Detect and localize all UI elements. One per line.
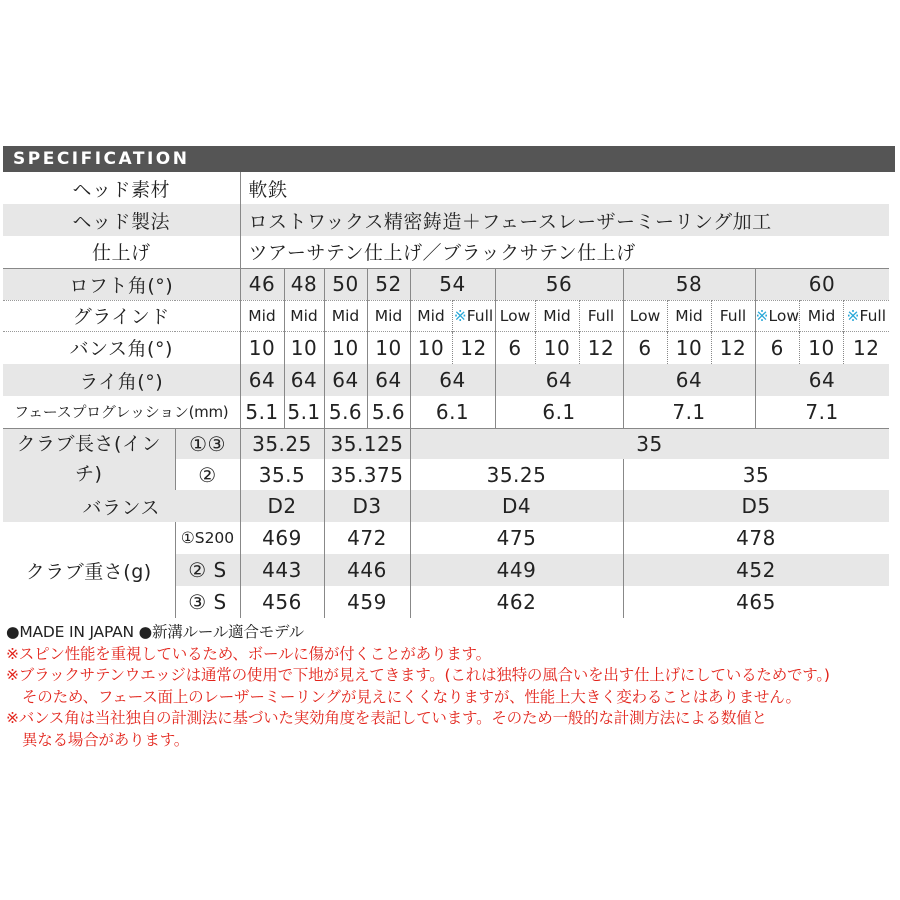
lie-value: 64 xyxy=(324,364,367,396)
weight-value: 443 xyxy=(240,554,324,586)
progression-value: 5.6 xyxy=(367,396,410,428)
weight-value: 449 xyxy=(410,554,623,586)
length-value: 35.5 xyxy=(240,459,324,490)
grind-cell: Low xyxy=(495,300,535,331)
bounce-value: 6 xyxy=(495,331,535,364)
finish-value: ツアーサテン仕上げ／ブラックサテン仕上げ xyxy=(240,236,889,268)
finish-label: 仕上げ xyxy=(3,236,240,268)
lie-value: 64 xyxy=(755,364,889,396)
weight-value: 459 xyxy=(324,586,410,618)
row-head-method xyxy=(3,204,889,236)
row-grind xyxy=(3,300,889,331)
row-loft xyxy=(3,268,889,300)
spec-title: SPECIFICATION xyxy=(13,149,190,169)
weight-value: 452 xyxy=(623,554,889,586)
lie-value: 64 xyxy=(240,364,284,396)
head-material-value: 軟鉄 xyxy=(240,172,889,204)
bounce-value: 10 xyxy=(324,331,367,364)
weight-label: クラブ重さ(g) xyxy=(3,522,175,618)
weight-value: 469 xyxy=(240,522,324,554)
bounce-value: 12 xyxy=(844,331,889,364)
bounce-value: 12 xyxy=(452,331,495,364)
grind-cell: ※Full xyxy=(844,300,889,331)
length-value: 35.125 xyxy=(324,428,410,459)
head-material-label: ヘッド素材 xyxy=(3,172,240,204)
bounce-value: 10 xyxy=(800,331,844,364)
weight-sub: ③ S xyxy=(175,586,240,618)
length-sub: ② xyxy=(175,459,240,490)
loft-value: 52 xyxy=(367,268,410,300)
grind-cell: Mid xyxy=(240,300,284,331)
grind-cell: Mid xyxy=(367,300,410,331)
bounce-value: 10 xyxy=(367,331,410,364)
note-black-satin: ※ブラックサテンウエッジは通常の使用で下地が見えてきます。(これは独特の風合いを出す仕上げにしているためです。) xyxy=(6,666,830,685)
row-progression xyxy=(3,396,889,428)
spec-header xyxy=(3,146,895,172)
head-method-label: ヘッド製法 xyxy=(3,204,240,236)
lie-value: 64 xyxy=(284,364,324,396)
weight-sub: ② S xyxy=(175,554,240,586)
length-value: 35.25 xyxy=(240,428,324,459)
weight-value: 472 xyxy=(324,522,410,554)
progression-value: 6.1 xyxy=(410,396,495,428)
weight-value: 446 xyxy=(324,554,410,586)
lie-value: 64 xyxy=(367,364,410,396)
weight-value: 456 xyxy=(240,586,324,618)
progression-value: 6.1 xyxy=(495,396,623,428)
row-balance xyxy=(3,490,889,522)
progression-value: 5.1 xyxy=(240,396,284,428)
loft-value: 54 xyxy=(410,268,495,300)
bounce-value: 10 xyxy=(240,331,284,364)
grind-cell: ※Full xyxy=(452,300,495,331)
lie-label: ライ角(°) xyxy=(3,364,240,396)
weight-sub: ①S200 xyxy=(175,522,240,554)
length-label: クラブ長さ(インチ) xyxy=(3,428,175,490)
bounce-value: 12 xyxy=(711,331,755,364)
weight-value: 462 xyxy=(410,586,623,618)
note-made-in-japan: ●MADE IN JAPAN ●新溝ルール適合モデル xyxy=(6,623,304,641)
loft-value: 50 xyxy=(324,268,367,300)
length-value: 35.375 xyxy=(324,459,410,490)
bounce-value: 6 xyxy=(623,331,667,364)
bounce-value: 10 xyxy=(667,331,711,364)
grind-cell: Low xyxy=(623,300,667,331)
length-value: 35 xyxy=(410,428,889,459)
lie-value: 64 xyxy=(623,364,755,396)
grind-cell: Mid xyxy=(535,300,579,331)
grind-cell: Mid xyxy=(324,300,367,331)
grind-cell: Full xyxy=(711,300,755,331)
bounce-value: 10 xyxy=(410,331,452,364)
balance-value: D4 xyxy=(410,490,623,522)
weight-value: 475 xyxy=(410,522,623,554)
grind-label: グラインド xyxy=(3,300,240,331)
row-finish xyxy=(3,236,889,268)
lie-value: 64 xyxy=(410,364,495,396)
head-method-value: ロストワックス精密鋳造＋フェースレーザーミーリング加工 xyxy=(240,204,889,236)
balance-value: D3 xyxy=(324,490,410,522)
progression-value: 5.6 xyxy=(324,396,367,428)
grind-cell: ※Low xyxy=(755,300,800,331)
note-bounce: ※バンス角は当社独自の計測法に基づいた実効角度を表記しています。そのため一般的な計測方法による数値と xyxy=(6,709,767,728)
loft-value: 60 xyxy=(755,268,889,300)
balance-value: D2 xyxy=(240,490,324,522)
row-bounce xyxy=(3,331,889,364)
length-value: 35.25 xyxy=(410,459,623,490)
row-length-1 xyxy=(3,428,889,459)
row-weight-1 xyxy=(3,522,889,554)
balance-value: D5 xyxy=(623,490,889,522)
length-sub: ①③ xyxy=(175,428,240,459)
note-bounce-cont: 異なる場合があります。 xyxy=(22,730,190,749)
loft-value: 48 xyxy=(284,268,324,300)
spec-table xyxy=(3,172,889,618)
bounce-value: 12 xyxy=(579,331,623,364)
progression-value: 7.1 xyxy=(623,396,755,428)
length-value: 35 xyxy=(623,459,889,490)
note-black-satin-cont: そのため、フェース面上のレーザーミーリングが見えにくくなりますが、性能上大きく変わることはありません。 xyxy=(22,687,801,706)
loft-value: 56 xyxy=(495,268,623,300)
row-lie xyxy=(3,364,889,396)
grind-cell: Mid xyxy=(410,300,452,331)
note-spin: ※スピン性能を重視しているため、ボールに傷が付くことがあります。 xyxy=(6,644,491,663)
grind-cell: Mid xyxy=(800,300,844,331)
notes xyxy=(6,622,896,752)
grind-cell: Full xyxy=(579,300,623,331)
loft-label: ロフト角(°) xyxy=(3,268,240,300)
grind-cell: Mid xyxy=(284,300,324,331)
row-head-material xyxy=(3,172,889,204)
grind-cell: Mid xyxy=(667,300,711,331)
progression-label: フェースプログレッション(mm) xyxy=(3,396,240,428)
bounce-value: 6 xyxy=(755,331,800,364)
weight-value: 478 xyxy=(623,522,889,554)
weight-value: 465 xyxy=(623,586,889,618)
lie-value: 64 xyxy=(495,364,623,396)
loft-value: 46 xyxy=(240,268,284,300)
loft-value: 58 xyxy=(623,268,755,300)
bounce-label: バンス角(°) xyxy=(3,331,240,364)
progression-value: 5.1 xyxy=(284,396,324,428)
balance-label: バランス xyxy=(3,490,240,522)
bounce-value: 10 xyxy=(535,331,579,364)
bounce-value: 10 xyxy=(284,331,324,364)
progression-value: 7.1 xyxy=(755,396,889,428)
